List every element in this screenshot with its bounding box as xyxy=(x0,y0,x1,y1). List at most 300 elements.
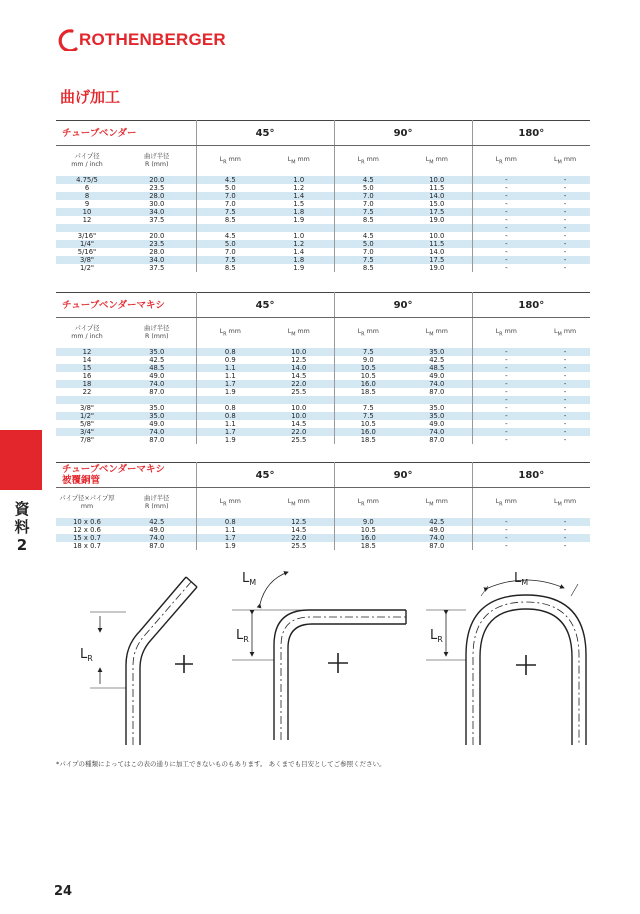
table-cell: 35.0 xyxy=(402,412,472,420)
col-lr: $L_R$ mm xyxy=(196,318,264,349)
bend-90-diagram xyxy=(232,572,406,740)
col-lm: $L_M$ mm xyxy=(553,155,577,166)
table-cell: - xyxy=(472,396,540,404)
col-lm: $L_M$ mm xyxy=(287,327,310,338)
table-cell: 1/2" xyxy=(56,412,118,420)
section-title: 曲げ加工 xyxy=(60,88,121,106)
table-cell: 48.5 xyxy=(402,364,472,372)
col-bend-radius: 曲げ半径 R (mm) xyxy=(144,495,170,510)
table-cell: 0.8 xyxy=(196,348,264,356)
table-cell: 49.0 xyxy=(149,420,165,428)
table-cell: - xyxy=(472,264,540,272)
table-cell: 19.0 xyxy=(429,216,445,224)
table-row xyxy=(56,356,590,364)
table-cell: - xyxy=(563,184,567,192)
table-cell: 9 xyxy=(84,200,90,208)
brand-name: ROTHENBERGER xyxy=(79,30,226,49)
table-cell: 28.0 xyxy=(118,192,196,200)
table-row xyxy=(56,364,590,372)
angle-header: 90° xyxy=(334,463,472,488)
table-cell: 25.5 xyxy=(291,436,307,444)
table-cell: 1.1 xyxy=(196,364,264,372)
angle-header: 180° xyxy=(472,293,590,318)
table-cell: - xyxy=(540,380,590,388)
table-cell: - xyxy=(472,380,540,388)
table-row xyxy=(56,232,590,240)
table-row xyxy=(56,396,590,404)
col-lm: $L_M$ mm xyxy=(553,327,577,338)
table-cell: 12.5 xyxy=(264,518,334,526)
table-cell: - xyxy=(540,364,590,372)
table-cell: 0.8 xyxy=(196,412,264,420)
table-cell: 14.0 xyxy=(402,192,472,200)
table-cell: 87.0 xyxy=(429,436,445,444)
table-cell: 10.0 xyxy=(429,232,445,240)
table-cell: - xyxy=(563,526,567,534)
table-cell: - xyxy=(472,388,540,396)
table-cell: - xyxy=(472,192,540,200)
table-cell xyxy=(56,396,118,404)
table-row xyxy=(56,248,590,256)
table-row xyxy=(56,224,590,232)
table-cell: - xyxy=(563,404,567,412)
lm-label-180: $L_M$ xyxy=(514,571,529,587)
col-pipe-size: パイプ径 mm / inch xyxy=(71,325,103,340)
table-cell: - xyxy=(563,200,567,208)
table-row xyxy=(56,200,590,208)
table-cell: 34.0 xyxy=(118,208,196,216)
col-lr: $L_R$ mm xyxy=(196,146,264,177)
table-cell: 4.5 xyxy=(334,232,402,240)
angle-header: 180° xyxy=(472,463,590,488)
table-cell: - xyxy=(472,412,540,420)
table-cell: - xyxy=(472,436,540,444)
table-cell: 3/8" xyxy=(79,404,95,412)
table-cell: 0.9 xyxy=(196,356,264,364)
table-cell xyxy=(264,224,334,232)
table-cell: 7.5 xyxy=(334,412,402,420)
table-cell: 14.0 xyxy=(264,364,334,372)
table-cell: - xyxy=(540,176,590,184)
table-title: チューブベンダーマキシ xyxy=(56,293,196,318)
table-cell: 0.8 xyxy=(196,404,264,412)
table-cell: 74.0 xyxy=(118,534,196,542)
col-lm: $L_M$ mm xyxy=(553,497,577,508)
table-cell: 12 xyxy=(56,348,118,356)
table-row xyxy=(56,420,590,428)
table-cell: 1.4 xyxy=(293,248,305,256)
table-row xyxy=(56,526,590,534)
table-cell: - xyxy=(472,240,540,248)
col-lr: $L_R$ mm xyxy=(334,146,402,177)
table-cell: 87.0 xyxy=(149,542,165,550)
table-cell: - xyxy=(540,396,590,404)
table-cell: - xyxy=(472,364,540,372)
table-cell: 12.5 xyxy=(291,356,307,364)
lm-label-90: $L_M$ xyxy=(242,571,257,587)
table-cell: 35.0 xyxy=(429,404,445,412)
table-row xyxy=(56,372,590,380)
table-cell: 10 xyxy=(56,208,118,216)
table-row xyxy=(56,192,590,200)
table-cell: - xyxy=(540,192,590,200)
table-cell: 49.0 xyxy=(429,420,445,428)
angle-header: 180° xyxy=(472,121,590,146)
table-cell: 1.9 xyxy=(196,388,264,396)
table-cell: 37.5 xyxy=(149,216,165,224)
table-cell: 10.0 xyxy=(402,176,472,184)
table-cell: 5.0 xyxy=(196,240,264,248)
table-cell: 30.0 xyxy=(149,200,165,208)
table-cell: 87.0 xyxy=(149,436,165,444)
table-cell: 18 x 0.7 xyxy=(73,542,101,550)
table-cell: 5/8" xyxy=(79,420,95,428)
table-cell: 1.7 xyxy=(196,428,264,436)
table-cell: 1.0 xyxy=(293,232,305,240)
table-tube-bender xyxy=(56,120,590,272)
table-cell: 49.0 xyxy=(429,372,445,380)
table-cell: 7.5 xyxy=(334,404,402,412)
table-cell: 1.9 xyxy=(196,542,264,550)
table-cell: 1.8 xyxy=(264,208,334,216)
table-cell: 7.5 xyxy=(196,256,264,264)
table-cell: 10.5 xyxy=(334,420,402,428)
col-lr: $L_R$ mm xyxy=(472,488,540,519)
table-cell: 7.0 xyxy=(334,200,402,208)
table-cell: - xyxy=(472,184,540,192)
table-cell: 14 xyxy=(82,356,92,364)
table-row xyxy=(56,184,590,192)
table-cell: 4.75/5 xyxy=(56,176,118,184)
table-cell: - xyxy=(540,428,590,436)
table-row xyxy=(56,264,590,272)
table-cell: 17.5 xyxy=(402,208,472,216)
table-cell: 87.0 xyxy=(429,388,445,396)
table-cell: 10.5 xyxy=(334,364,402,372)
table-cell: 7.0 xyxy=(196,200,264,208)
col-lr: $L_R$ mm xyxy=(472,146,540,177)
col-bend-radius: 曲げ半径 R (mm) xyxy=(144,153,170,168)
table-cell: 15 xyxy=(56,364,118,372)
table-cell xyxy=(118,224,196,232)
table-cell: - xyxy=(472,348,540,356)
table-row xyxy=(56,436,590,444)
table-cell: 14.5 xyxy=(291,420,307,428)
table-row xyxy=(56,348,590,356)
table-cell: 1.9 xyxy=(293,264,305,272)
table-cell: - xyxy=(540,240,590,248)
table-cell: 5.0 xyxy=(334,184,402,192)
table-cell: - xyxy=(563,248,567,256)
table-cell: - xyxy=(563,420,567,428)
table-cell: 4.5 xyxy=(334,176,402,184)
table-cell xyxy=(402,224,472,232)
side-tab xyxy=(0,430,42,490)
table-cell: 7.5 xyxy=(334,256,402,264)
table-cell: 10 x 0.6 xyxy=(56,518,118,526)
table-cell: 5.0 xyxy=(334,240,402,248)
table-cell: 7/8" xyxy=(79,436,95,444)
table-cell: - xyxy=(472,518,540,526)
table-title: チューブベンダーマキシ 被覆銅管 xyxy=(56,463,196,488)
table-cell: - xyxy=(472,208,540,216)
table-cell: 16.0 xyxy=(334,380,402,388)
table-cell: - xyxy=(563,264,567,272)
brand-logo xyxy=(58,28,226,52)
table-cell: - xyxy=(472,526,540,534)
table-cell: 15.0 xyxy=(429,200,445,208)
table-cell: - xyxy=(540,412,590,420)
table-cell: 15 x 0.7 xyxy=(56,534,118,542)
table-cell: 5.0 xyxy=(196,184,264,192)
table-cell: 10.0 xyxy=(264,348,334,356)
col-lr: $L_R$ mm xyxy=(196,488,264,519)
table-cell: 3/4" xyxy=(56,428,118,436)
table-cell: 87.0 xyxy=(429,542,445,550)
lr-label-45: $L_R$ xyxy=(80,647,93,663)
table-cell: - xyxy=(563,388,567,396)
table-cell: - xyxy=(472,176,540,184)
table-cell: 16 xyxy=(82,372,92,380)
table-cell: 4.5 xyxy=(196,176,264,184)
table-cell xyxy=(56,224,118,232)
table-cell: 4.5 xyxy=(196,232,264,240)
table-cell: 25.5 xyxy=(291,388,307,396)
table-cell: 11.5 xyxy=(429,184,445,192)
bend-45-diagram xyxy=(90,577,197,745)
table-cell: 18.5 xyxy=(334,542,402,550)
table-cell: - xyxy=(540,534,590,542)
table-cell: - xyxy=(472,216,540,224)
table-cell: 1.2 xyxy=(293,184,305,192)
table-cell: 7.0 xyxy=(196,248,264,256)
table-cell: 1.9 xyxy=(196,436,264,444)
table-cell: - xyxy=(472,200,540,208)
table-cell: 1.8 xyxy=(264,256,334,264)
table-cell: 1.1 xyxy=(196,420,264,428)
brand-arc-icon xyxy=(58,29,78,51)
table-cell: 20.0 xyxy=(118,176,196,184)
table-cell: - xyxy=(472,372,540,380)
table-cell: 6 xyxy=(84,184,90,192)
table-cell: 42.5 xyxy=(118,518,196,526)
table-cell: 49.0 xyxy=(149,372,165,380)
table-cell: 49.0 xyxy=(429,526,445,534)
table-cell: 7.5 xyxy=(334,348,402,356)
table-cell: 18.5 xyxy=(334,388,402,396)
table-cell: 22.0 xyxy=(264,428,334,436)
table-cell: 22.0 xyxy=(264,534,334,542)
table-cell: 8 xyxy=(56,192,118,200)
table-row xyxy=(56,428,590,436)
table-cell: 74.0 xyxy=(402,380,472,388)
table-cell: 7.5 xyxy=(196,208,264,216)
angle-header: 45° xyxy=(196,293,334,318)
table-cell: - xyxy=(540,224,590,232)
table-cell: - xyxy=(540,208,590,216)
table-cell: 1.2 xyxy=(264,240,334,248)
table-cell: 8.5 xyxy=(196,264,264,272)
table-cell: 5/16" xyxy=(77,248,97,256)
table-cell: 28.0 xyxy=(149,248,165,256)
table-cell: 22 xyxy=(82,388,92,396)
table-cell xyxy=(402,396,472,404)
table-row xyxy=(56,404,590,412)
table-cell: 3/16" xyxy=(77,232,97,240)
table-row xyxy=(56,380,590,388)
table-cell: 14.5 xyxy=(291,372,307,380)
table-cell: 37.5 xyxy=(149,264,165,272)
table-cell xyxy=(334,224,402,232)
table-cell: 1.9 xyxy=(293,216,305,224)
table-cell: 8.5 xyxy=(334,216,402,224)
table-row xyxy=(56,216,590,224)
table-cell: 1/2" xyxy=(79,264,95,272)
table-cell: 10.0 xyxy=(291,404,307,412)
table-cell: 1.0 xyxy=(264,176,334,184)
table-row xyxy=(56,240,590,248)
table-cell: 42.5 xyxy=(149,356,165,364)
table-cell: 0.8 xyxy=(196,518,264,526)
table-cell: 35.0 xyxy=(118,348,196,356)
table-cell xyxy=(264,396,334,404)
table-cell: 34.0 xyxy=(118,256,196,264)
table-cell: 10.5 xyxy=(334,372,402,380)
table-cell: - xyxy=(472,256,540,264)
table-cell: 20.0 xyxy=(149,232,165,240)
col-lm: $L_M$ mm xyxy=(425,497,448,508)
angle-header: 45° xyxy=(196,121,334,146)
table-cell: 1.7 xyxy=(196,534,264,542)
table-cell: 7.5 xyxy=(334,208,402,216)
bend-180-diagram xyxy=(426,580,586,745)
table-tube-bender-maxi xyxy=(56,292,590,444)
table-cell: 7.0 xyxy=(334,192,402,200)
table-cell: 14.0 xyxy=(429,248,445,256)
col-lm: $L_M$ mm xyxy=(425,155,448,166)
col-pipe-size: パイプ径 mm / inch xyxy=(71,153,103,168)
table-cell: 10.0 xyxy=(264,412,334,420)
table-cell: - xyxy=(472,232,540,240)
table-row xyxy=(56,534,590,542)
table-cell: - xyxy=(563,356,567,364)
table-cell: 1.1 xyxy=(196,372,264,380)
table-cell: - xyxy=(563,216,567,224)
table-row xyxy=(56,176,590,184)
page-number: 24 xyxy=(54,884,73,899)
table-cell: 42.5 xyxy=(402,518,472,526)
table-cell: 12 xyxy=(82,216,92,224)
table-cell: 35.0 xyxy=(402,348,472,356)
table-cell: 19.0 xyxy=(429,264,445,272)
table-cell xyxy=(334,396,402,404)
table-cell: - xyxy=(472,534,540,542)
table-cell: 17.5 xyxy=(402,256,472,264)
table-row xyxy=(56,388,590,396)
table-cell: 14.5 xyxy=(291,526,307,534)
table-cell: 18 xyxy=(56,380,118,388)
footnote: *パイプの種類によってはこの表の通りに加工できないものもあります。 あくまでも目安としてご参照ください。 xyxy=(56,760,386,768)
table-cell: 16.0 xyxy=(334,534,402,542)
col-lm: $L_M$ mm xyxy=(287,497,310,508)
table-cell: 22.0 xyxy=(264,380,334,388)
table-cell: - xyxy=(563,542,567,550)
table-row xyxy=(56,256,590,264)
side-label: 資 料 2 xyxy=(14,500,30,554)
table-row xyxy=(56,412,590,420)
angle-header: 90° xyxy=(334,121,472,146)
table-cell: 74.0 xyxy=(402,428,472,436)
table-cell: 7.0 xyxy=(334,248,402,256)
table-cell: 16.0 xyxy=(334,428,402,436)
col-lm: $L_M$ mm xyxy=(425,327,448,338)
table-cell: - xyxy=(540,256,590,264)
table-cell: 87.0 xyxy=(149,388,165,396)
table-cell: 1.4 xyxy=(264,192,334,200)
table-cell xyxy=(118,396,196,404)
table-cell: 48.5 xyxy=(118,364,196,372)
table-cell: 18.5 xyxy=(334,436,402,444)
table-cell: - xyxy=(563,436,567,444)
col-lr: $L_R$ mm xyxy=(472,318,540,349)
table-cell: - xyxy=(472,248,540,256)
table-cell: - xyxy=(563,372,567,380)
table-cell: 3/8" xyxy=(56,256,118,264)
table-cell: 9.0 xyxy=(334,518,402,526)
table-cell xyxy=(196,396,264,404)
col-lm: $L_M$ mm xyxy=(287,155,310,166)
col-pipe-size: パイプ径×パイプ厚 mm xyxy=(59,495,115,510)
table-cell xyxy=(196,224,264,232)
col-bend-radius: 曲げ半径 R (mm) xyxy=(144,325,170,340)
table-cell: - xyxy=(540,348,590,356)
table-cell: 49.0 xyxy=(149,526,165,534)
table-cell: 9.0 xyxy=(334,356,402,364)
table-cell: - xyxy=(472,224,540,232)
table-cell: 35.0 xyxy=(118,412,196,420)
table-cell: 1.7 xyxy=(196,380,264,388)
table-row xyxy=(56,542,590,550)
table-row xyxy=(56,208,590,216)
bend-diagrams xyxy=(56,560,590,750)
table-cell: 1/4" xyxy=(56,240,118,248)
angle-header: 90° xyxy=(334,293,472,318)
table-cell: 74.0 xyxy=(118,380,196,388)
table-cell: 1.5 xyxy=(293,200,305,208)
table-cell: 35.0 xyxy=(149,404,165,412)
col-lr: $L_R$ mm xyxy=(334,488,402,519)
table-cell: 74.0 xyxy=(118,428,196,436)
table-row xyxy=(56,518,590,526)
table-cell: 74.0 xyxy=(402,534,472,542)
table-cell: - xyxy=(540,518,590,526)
table-cell: 7.0 xyxy=(196,192,264,200)
table-cell: - xyxy=(472,404,540,412)
lr-label-180: $L_R$ xyxy=(430,628,443,644)
col-lr: $L_R$ mm xyxy=(334,318,402,349)
table-cell: 23.5 xyxy=(118,240,196,248)
table-cell: 8.5 xyxy=(334,264,402,272)
table-title: チューブベンダー xyxy=(56,121,196,146)
angle-header: 45° xyxy=(196,463,334,488)
lr-label-90: $L_R$ xyxy=(236,628,249,644)
table-cell: - xyxy=(472,428,540,436)
table-cell: 25.5 xyxy=(291,542,307,550)
table-cell: 23.5 xyxy=(149,184,165,192)
table-cell: 42.5 xyxy=(429,356,445,364)
table-cell: 8.5 xyxy=(196,216,264,224)
table-cell: 1.1 xyxy=(196,526,264,534)
